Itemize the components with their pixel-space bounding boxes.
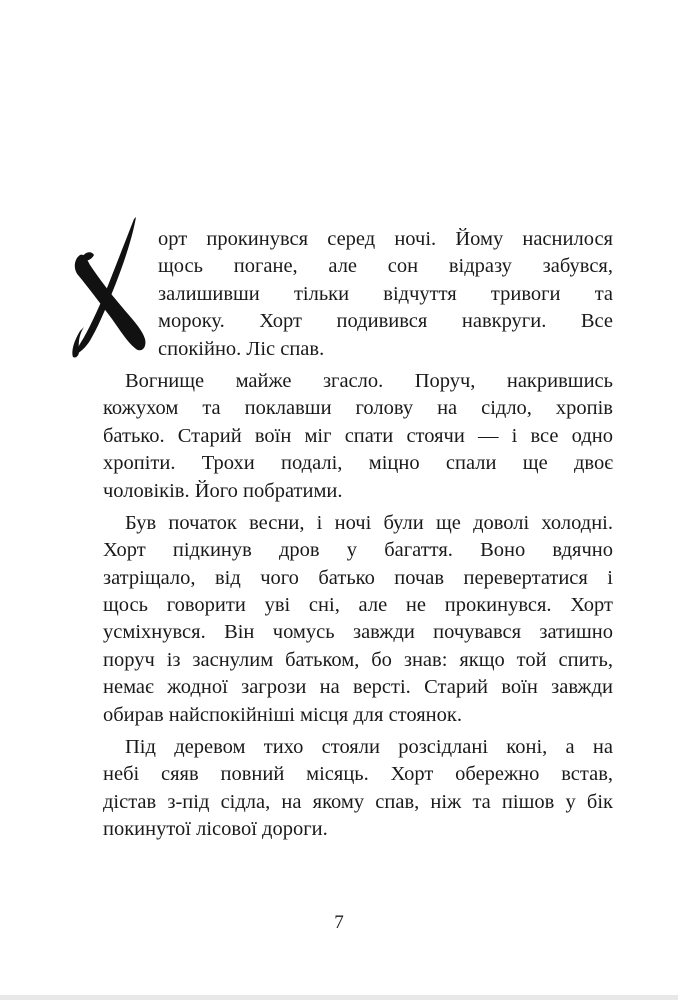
text-line: щось погане, але сон відразу забувся,	[158, 255, 613, 278]
text-line: батько. Старий воїн міг спати стоячи — і все одно	[103, 424, 613, 447]
text-line: Хорт підкинув дров у багаття. Воно вдячно	[103, 539, 613, 562]
body-text	[103, 226, 613, 844]
text-line: усміхнувся. Він чомусь завжди почувався затишно	[103, 621, 613, 644]
text-line: чоловіків. Його побратими.	[103, 479, 343, 502]
paragraph-1	[103, 226, 613, 363]
text-line: дістав з-під сідла, на якому спав, ніж та пішов у бік	[103, 790, 613, 813]
text-line: щось говорити уві сні, але не прокинувся. Хорт	[103, 594, 613, 617]
text-line: залишивши тільки відчуття тривоги та	[158, 282, 613, 305]
text-line: поруч із заснулим батьком, бо знав: якщо той спить,	[103, 648, 613, 671]
text-line: обирав найспокійніші місця для стоянок.	[103, 703, 462, 726]
text-line: мороку. Хорт подивився навкруги. Все	[158, 310, 613, 333]
text-line: спокійно. Ліс спав.	[158, 337, 325, 360]
text-line: затріщало, від чого батько почав перевертатися і	[103, 566, 613, 589]
text-line: небі сяяв повний місяць. Хорт обережно встав,	[103, 763, 613, 786]
text-line: Під деревом тихо стояли розсідлані коні, а на	[125, 736, 613, 759]
page-number: 7	[334, 912, 344, 933]
text-line: Вогнище майже згасло. Поруч, накрившись	[125, 369, 613, 392]
paragraph-3	[103, 510, 613, 729]
text-line: орт прокинувся серед ночі. Йому наснилося	[158, 228, 613, 250]
text-line: Був початок весни, і ночі були ще доволі холодні.	[125, 511, 613, 534]
text-line: покинутої лісової дороги.	[103, 818, 328, 841]
text-line: кожухом та поклавши голову на сідло, хропів	[103, 397, 613, 420]
text-line: немає жодної загрози на версті. Старий воїн завжди	[103, 676, 613, 699]
text-line: хропіти. Трохи подалі, міцно спали ще двоє	[103, 452, 613, 475]
paragraph-4	[103, 734, 613, 844]
page-bottom-edge	[0, 995, 678, 1000]
paragraph-2	[103, 368, 613, 505]
